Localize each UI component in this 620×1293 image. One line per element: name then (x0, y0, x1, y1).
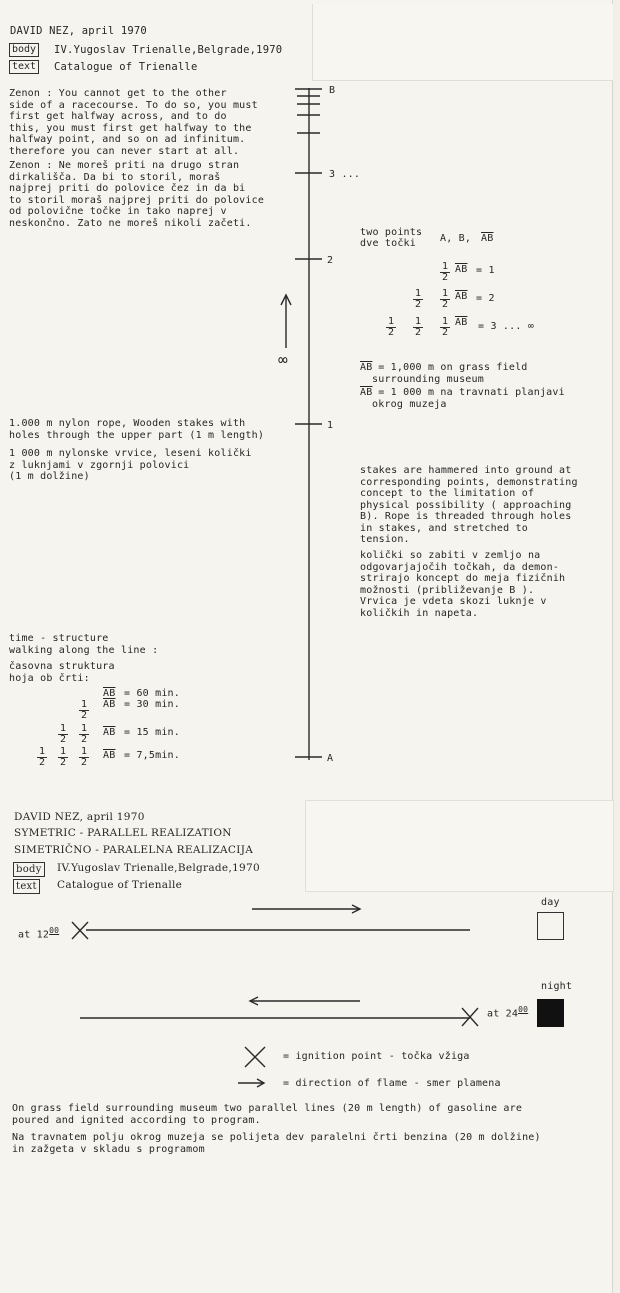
points-eq1-ab: $\overline{AB}$ (455, 264, 468, 275)
points-line2: dve točki (360, 238, 416, 249)
time-r2-ab: $\overline{AB}$ (103, 699, 116, 710)
second-text-text: Catalogue of Trienalle (57, 879, 183, 891)
axis-label-b: B (329, 85, 336, 96)
zenon-english: Zenon : You cannot get to the other side of a racecourse. To do so, you must first get halfway across, and to do this, you must first get halfway to the halfway point, and so on ad infinitum. therefore you can never start at all. (9, 88, 258, 157)
time-r1-ab: $\overline{AB}$ (103, 688, 116, 699)
time-row-60: = 60 min. (124, 688, 180, 699)
field-en: = 1,000 m on grass field surrounding museum (372, 362, 528, 385)
fraction-half: $\frac{1}{2}$ (387, 316, 395, 338)
fraction-half: $\frac{1}{2}$ (441, 316, 449, 338)
header-body-tag: body (9, 43, 39, 57)
time-row-30: = 30 min. (124, 699, 180, 710)
header-text-text: Catalogue of Trienalle (54, 61, 198, 73)
at-12-label: at $12^{00}$ (18, 926, 60, 941)
night-label: night (541, 981, 573, 992)
time-slovene: časovna struktura hoja ob črti: (9, 661, 115, 684)
points-ab: $\overline{AB}$ (481, 233, 494, 244)
infinity-sign: ∞ (278, 350, 288, 369)
points-abc: A, B, (440, 233, 472, 244)
night-square (537, 999, 564, 1027)
points-eq1: = 1 (476, 265, 495, 276)
time-english: time - structure walking along the line : (9, 633, 159, 656)
fraction-half: $\frac{1}{2}$ (80, 699, 88, 721)
header-body-text: IV.Yugoslav Trienalle,Belgrade,1970 (54, 44, 283, 56)
second-body-text: IV.Yugoslav Trienalle,Belgrade,1970 (57, 862, 261, 874)
zenon-slovene: Zenon : Ne moreš priti na drugo stran dirkališča. Da bi to storil, moraš najprej priti do polovice čez in da bi to storil moraš najprej priti do polovice od polovične točke in tako naprej v neskončno. Zato ne moreš nikoli začeti. (9, 160, 265, 229)
second-author: DAVID NEZ, april 1970 (14, 811, 145, 823)
second-body-tag: body (13, 862, 45, 877)
header-author: DAVID NEZ, april 1970 (10, 25, 147, 37)
stakes-slovene: količki so zabiti v zemljo na odgovarjajočih točkah, da demon- strirajo koncept do meja fizičnih možnosti (približevanje B ). Vrvica je vdeta skozi luknje v količkih in napeta. (360, 550, 566, 619)
header-text-tag: text (9, 60, 39, 74)
points-eq2-ab: $\overline{AB}$ (455, 291, 468, 302)
at-24-label: at $24^{00}$ (487, 1005, 529, 1020)
fraction-half: $\frac{1}{2}$ (80, 746, 88, 768)
axis-label-1: 1 (327, 420, 334, 431)
points-line1: two points (360, 227, 423, 238)
axis-label-3: 3 ... (329, 169, 361, 180)
field-en-ab: $\overline{AB}$ (360, 362, 373, 373)
points-eq3-ab: $\overline{AB}$ (455, 317, 468, 328)
field-sl: = 1 000 m na travnati planjavi okrog muzeja (372, 387, 565, 410)
fraction-half: $\frac{1}{2}$ (414, 316, 422, 338)
time-r3-ab: $\overline{AB}$ (103, 727, 116, 738)
fraction-half: $\frac{1}{2}$ (441, 288, 449, 310)
time-r4-ab: $\overline{AB}$ (103, 750, 116, 761)
rope-slovene: 1 000 m nylonske vrvice, leseni količki z luknjami v zgornji polovici (1 m dolžine) (9, 448, 252, 482)
stakes-english: stakes are hammered into ground at corresponding points, demonstrating concept to the limitation of physical possibility ( approaching B). Rope is threaded through holes in stakes, and stretched to tension. (360, 465, 578, 545)
day-square (537, 912, 564, 940)
fraction-half: $\frac{1}{2}$ (38, 746, 46, 768)
second-title-slovene: SIMETRIČNO - PARALELNA REALIZACIJA (14, 844, 254, 856)
time-row-15: = 15 min. (124, 727, 180, 738)
second-text-tag: text (13, 879, 40, 894)
second-title-english: SYMETRIC - PARALLEL REALIZATION (14, 827, 232, 839)
field-sl-ab: $\overline{AB}$ (360, 387, 373, 398)
fraction-half: $\frac{1}{2}$ (80, 723, 88, 745)
fraction-half: $\frac{1}{2}$ (59, 723, 67, 745)
legend-ignition: = ignition point - točka vžiga (283, 1051, 470, 1062)
axis-label-a: A (327, 753, 334, 764)
fraction-half: $\frac{1}{2}$ (441, 261, 449, 283)
legend-flame: = direction of flame - smer plamena (283, 1078, 501, 1089)
footer-slovene: Na travnatem polju okrog muzeja se polijeta dev paralelni črti benzina (20 m dolžine) in zažgeta v skladu s programom (12, 1132, 541, 1155)
footer-english: On grass field surrounding museum two parallel lines (20 m length) of gasoline are poured and ignited according to program. (12, 1103, 523, 1126)
day-label: day (541, 897, 560, 908)
points-eq3: = 3 ... ∞ (478, 321, 534, 332)
axis-label-2: 2 (327, 255, 334, 266)
time-row-7-5: = 7,5min. (124, 750, 180, 761)
rope-english: 1.000 m nylon rope, Wooden stakes with holes through the upper part (1 m length) (9, 418, 265, 441)
points-eq2: = 2 (476, 293, 495, 304)
fraction-half: $\frac{1}{2}$ (59, 746, 67, 768)
fraction-half: $\frac{1}{2}$ (414, 288, 422, 310)
